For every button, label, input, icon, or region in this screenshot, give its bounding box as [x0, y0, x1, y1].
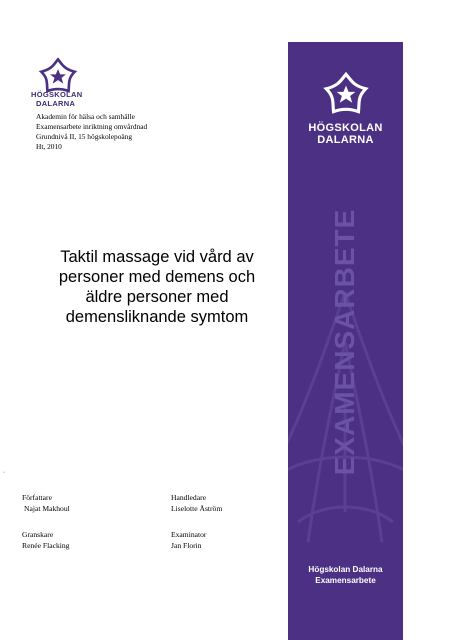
band-name-line1: HÖGSKOLAN — [308, 122, 383, 134]
band-logo-icon — [320, 69, 372, 121]
thesis-title — [30, 247, 284, 327]
meta-line: Ht, 2010 — [36, 142, 62, 151]
reviewer-label: Granskare — [22, 530, 54, 539]
logo-name-line2: DALARNA — [36, 98, 76, 108]
meta-line: Akademin för hälsa och samhälle — [36, 112, 135, 121]
supervisor-label: Handledare — [171, 493, 206, 502]
author-name: Najat Makhoul — [24, 504, 70, 513]
band-footer — [288, 564, 403, 586]
supervisor-name: Liselotte Åström — [171, 504, 223, 513]
band-wordmark — [288, 122, 403, 146]
logo-wordmark — [31, 91, 82, 108]
course-info — [36, 112, 147, 152]
reviewer-name: Renée Flacking — [22, 541, 70, 550]
author-label: Författare — [22, 493, 52, 502]
band-footer-line1: Högskolan Dalarna — [308, 565, 383, 574]
title-line: äldre personer med — [85, 288, 229, 306]
examiner-name: Jan Florin — [171, 541, 202, 550]
meta-line: Examensarbete inriktning omvårdnad — [36, 122, 148, 131]
vertical-heading: EXAMENSARBETE — [329, 208, 360, 476]
title-line: Taktil massage vid vård av — [60, 248, 254, 266]
meta-line: Grundnivå II, 15 högskolepoäng — [36, 132, 133, 141]
band-footer-line2: Examensarbete — [315, 576, 376, 585]
examiner-label: Examinator — [171, 530, 207, 539]
title-line: demensliknande symtom — [65, 308, 249, 326]
logo-name-line1: HÖGSKOLAN — [31, 90, 83, 99]
band-name-line2: DALARNA — [317, 134, 374, 146]
cover-band — [288, 42, 403, 640]
title-line: personer med demens och — [58, 268, 256, 286]
stray-mark: · — [3, 470, 5, 476]
